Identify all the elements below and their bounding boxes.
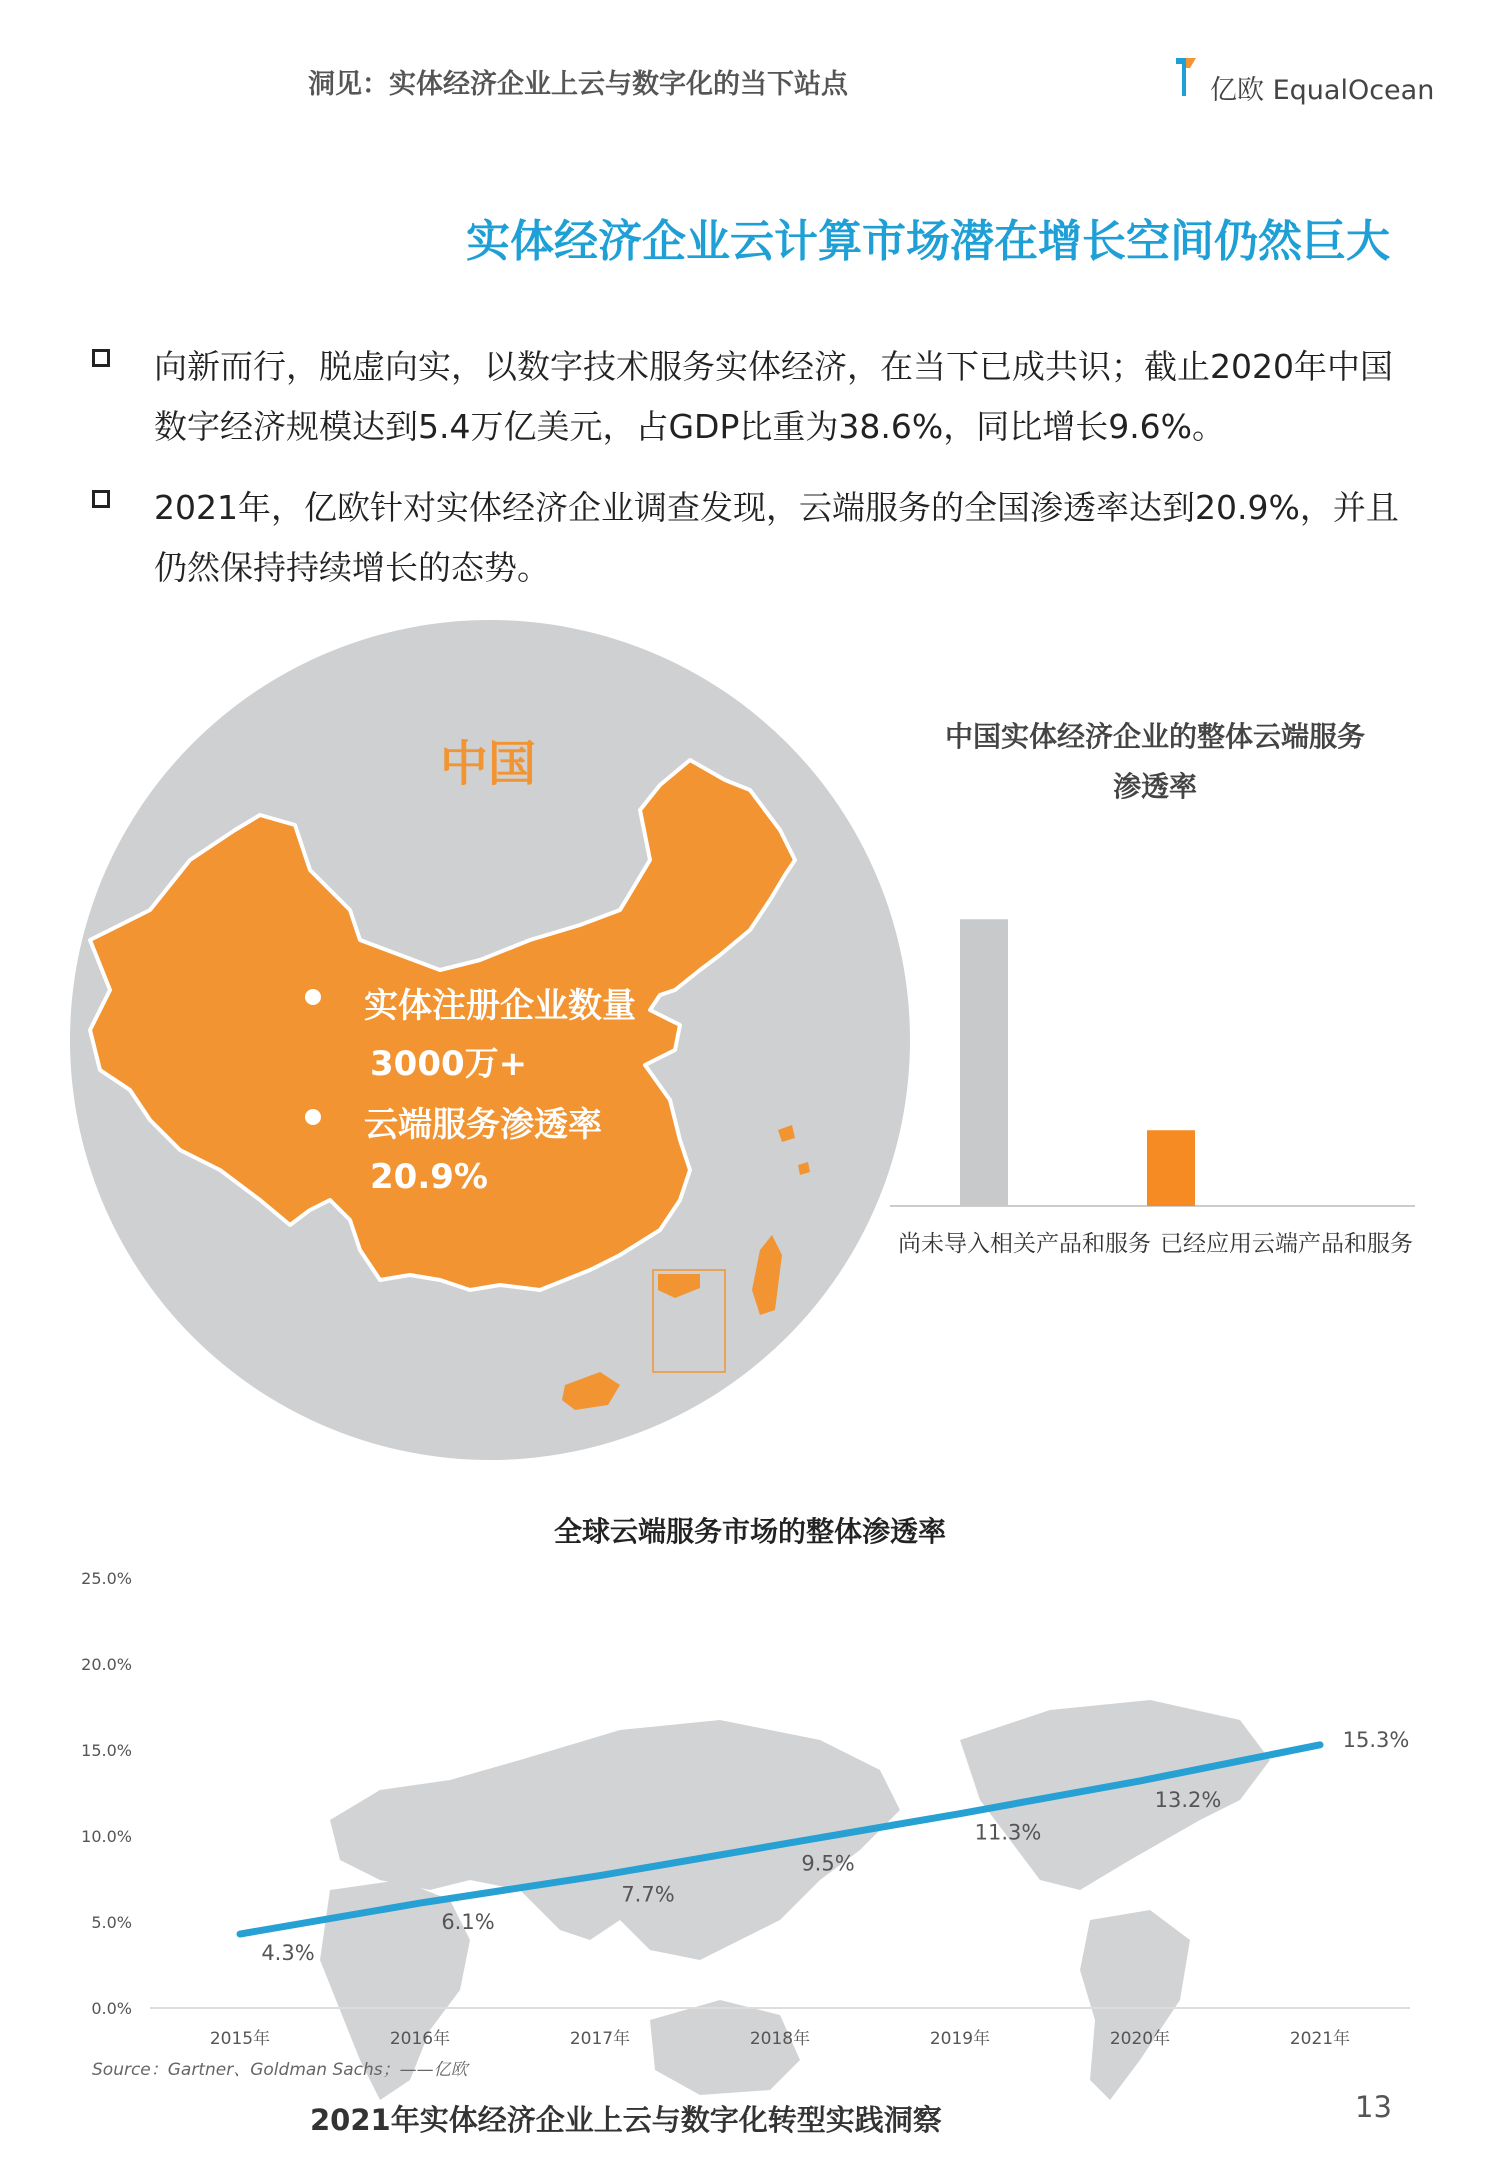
bar xyxy=(1147,1130,1195,1206)
point-label: 11.3% xyxy=(974,1820,1042,1845)
square-bullet-icon xyxy=(92,490,110,508)
point-label: 9.5% xyxy=(801,1851,855,1876)
bar-chart xyxy=(890,880,1420,1260)
x-tick-label: 2018年 xyxy=(749,2029,811,2049)
main-title: 实体经济企业云计算市场潜在增长空间仍然巨大 xyxy=(466,216,1390,267)
y-tick-label: 15.0% xyxy=(81,1741,132,1760)
footer-title: 2021年实体经济企业上云与数字化转型实践洞察 xyxy=(310,2103,942,2137)
china-label: 中国 xyxy=(440,736,537,792)
x-tick-label: 2019年 xyxy=(929,2029,991,2049)
bullet-item xyxy=(92,478,1412,598)
point-label: 7.7% xyxy=(621,1882,675,1907)
source-note: Source：Gartner、Goldman Sachs；——亿欧 xyxy=(92,2060,468,2080)
x-tick-label: 2016年 xyxy=(389,2029,451,2049)
bar-category-label: 已经应用云端产品和服务 xyxy=(1160,1231,1413,1257)
stat-penetration-value: 20.9% xyxy=(370,1157,488,1197)
line-chart xyxy=(0,1560,1500,2100)
logo-text: 亿欧 EqualOcean xyxy=(1210,75,1435,106)
bullet-text: 2021年，亿欧针对实体经济企业调查发现，云端服务的全国渗透率达到20.9%，并且仍然保持持续增长的态势。 xyxy=(154,488,1399,587)
page-number: 13 xyxy=(1355,2090,1392,2124)
square-bullet-icon xyxy=(92,349,110,367)
y-tick-label: 25.0% xyxy=(81,1569,132,1588)
point-label: 4.3% xyxy=(261,1941,315,1966)
y-tick-label: 20.0% xyxy=(81,1655,132,1674)
y-tick-label: 0.0% xyxy=(91,1999,132,2018)
south-america-shape xyxy=(1080,1910,1190,2100)
x-tick-label: 2020年 xyxy=(1109,2029,1171,2049)
point-label: 15.3% xyxy=(1342,1727,1410,1752)
bar-chart-title: 中国实体经济企业的整体云端服务渗透率 xyxy=(944,720,1365,803)
stat-dot xyxy=(305,1109,321,1125)
stat-enterprise-label: 实体注册企业数量 xyxy=(364,986,636,1026)
bullet-item xyxy=(92,337,1412,457)
line-chart-title: 全球云端服务市场的整体渗透率 xyxy=(553,1515,946,1548)
x-tick-label: 2021年 xyxy=(1289,2029,1351,2049)
y-tick-label: 5.0% xyxy=(91,1913,132,1932)
stat-dot xyxy=(305,989,321,1005)
bar-category-label: 尚未导入相关产品和服务 xyxy=(898,1231,1151,1257)
x-tick-label: 2017年 xyxy=(569,2029,631,2049)
header-title: 洞见：实体经济企业上云与数字化的当下站点 xyxy=(308,69,848,100)
stat-penetration-label: 云端服务渗透率 xyxy=(364,1105,602,1145)
point-label: 6.1% xyxy=(441,1910,495,1935)
north-america-shape xyxy=(960,1700,1270,1890)
bar xyxy=(960,919,1008,1206)
x-tick-label: 2015年 xyxy=(209,2029,271,2049)
stat-enterprise-value: 3000万+ xyxy=(370,1044,528,1084)
point-label: 13.2% xyxy=(1154,1787,1222,1812)
bullet-text: 向新而行，脱虚向实，以数字技术服务实体经济，在当下已成共识；截止2020年中国数字经济规模达到5.4万亿美元，占GDP比重为38.6%，同比增长9.6%。 xyxy=(154,347,1393,446)
y-tick-label: 10.0% xyxy=(81,1827,132,1846)
